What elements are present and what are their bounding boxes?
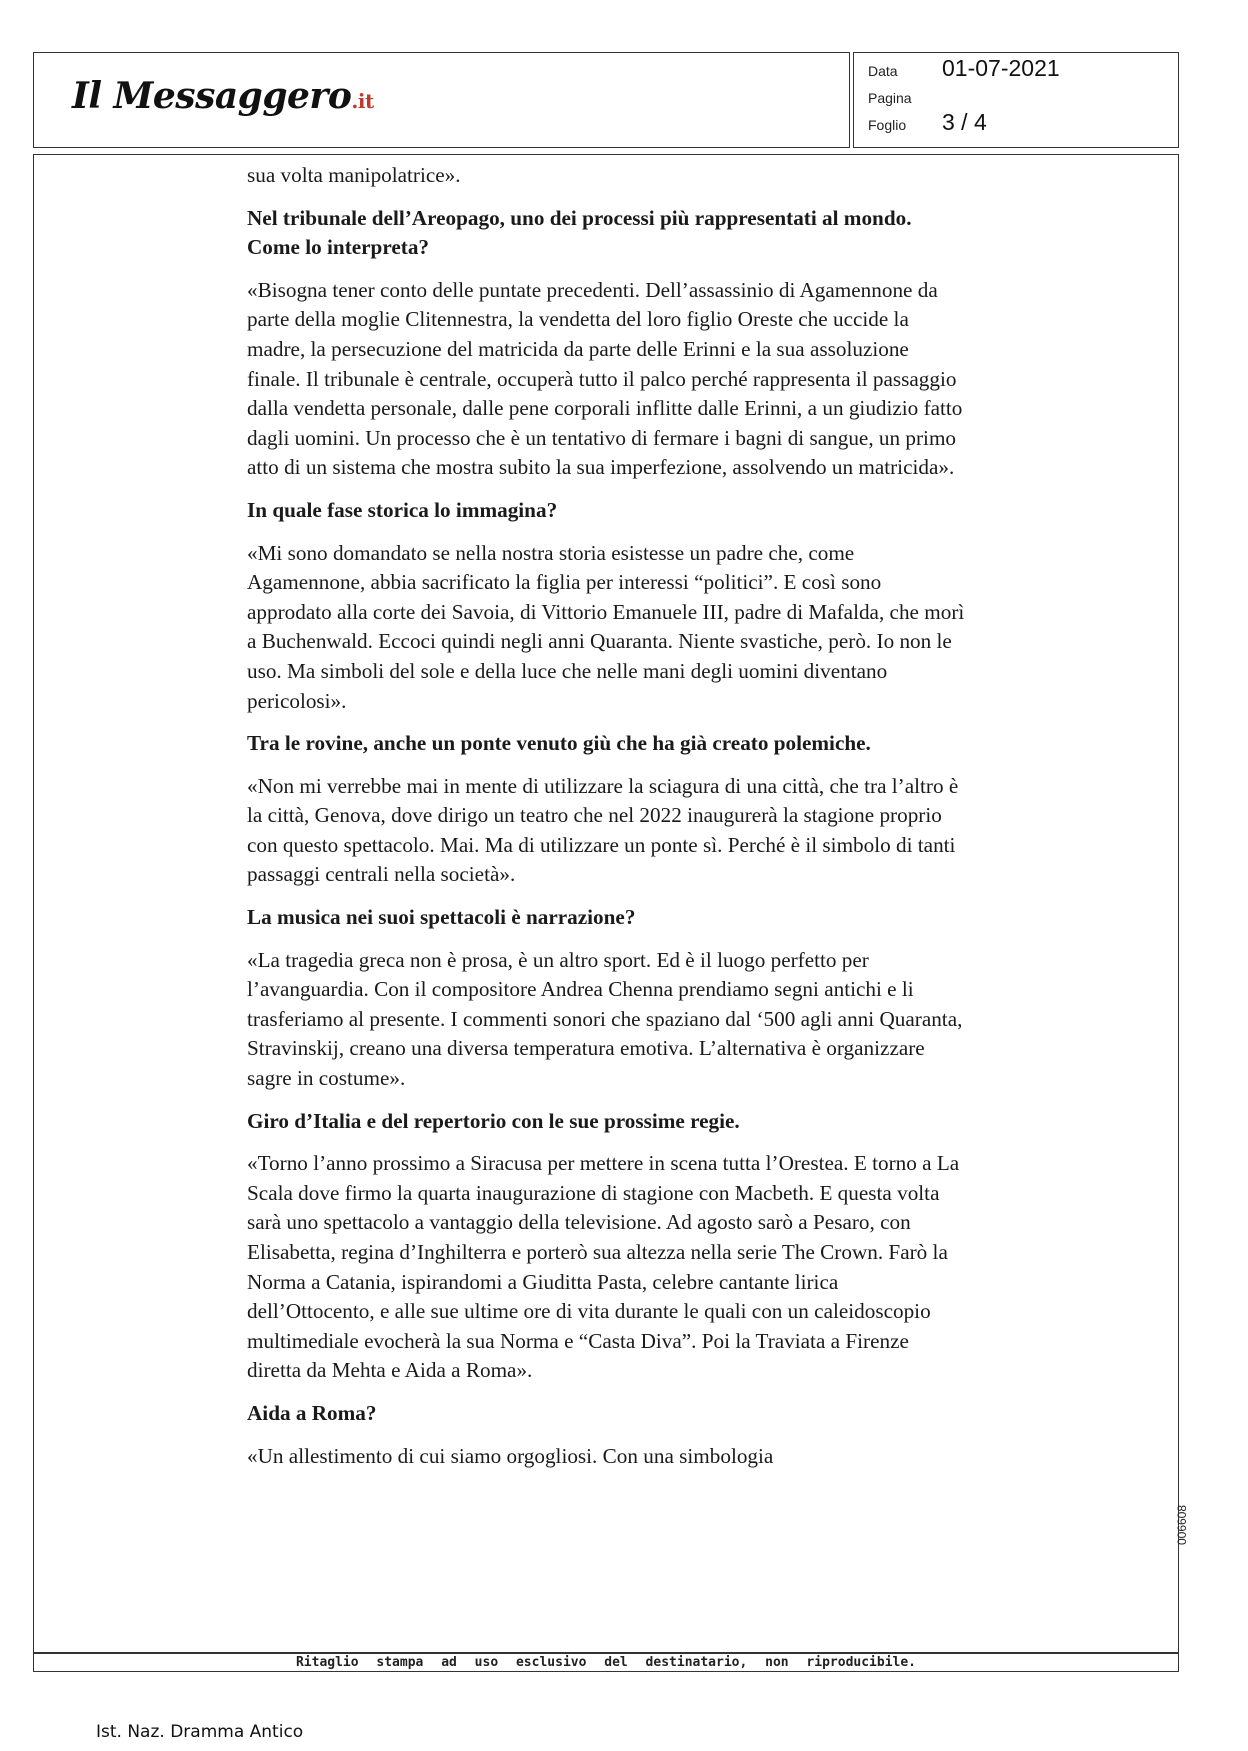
- interview-question: Nel tribunale dell’Areopago, uno dei processi più rappresentati al mondo. Come lo interpreta?: [247, 205, 912, 260]
- foglio-value: 3 / 4: [942, 109, 987, 135]
- source-label: Ist. Naz. Dramma Antico: [96, 1722, 304, 1742]
- metadata-box: [853, 52, 1179, 148]
- interview-answer: «Non mi verrebbe mai in mente di utilizzare la sciagura di una città, che tra l’altro è la città, Genova, dove dirigo un teatro che nel 2022 inaugurerà la stagione proprio con questo spettacolo. Mai. Ma di utilizzare un ponte sì. Perché è il simbolo di tanti passaggi centrali nella società».: [247, 773, 959, 887]
- interview-question: Aida a Roma?: [247, 1400, 377, 1425]
- interview-question: Tra le rovine, anche un ponte venuto giù che ha già creato polemiche.: [247, 731, 871, 756]
- data-value: 01-07-2021: [942, 55, 1060, 81]
- pagina-label: Pagina: [868, 90, 912, 106]
- interview-question: In quale fase storica lo immagina?: [247, 497, 558, 522]
- interview-answer: «Torno l’anno prossimo a Siracusa per mettere in scena tutta l’Orestea. E torno a La Scala dove firmo la quarta inaugurazione di stagione con Macbeth. E questa volta sarà uno spettacolo a vantaggio della televisione. Ad agosto sarò a Pesaro, con Elisabetta, regina d’Inghilterra e porterò sua altezza nella serie The Crown. Farò la Norma a Catania, ispirandomi a Giuditta Pasta, celebre cantante lirica dell’Ottocento, e alle sue ultime ore di vita durante le quali con un caleidoscopio multimediale evocherà la sua Norma e “Casta Diva”. Poi la Traviata a Firenze diretta da Mehta e Aida a Roma».: [247, 1151, 960, 1383]
- logo-name: Il Messaggero: [72, 75, 352, 117]
- logo-tld: .it: [351, 89, 374, 113]
- foglio-label: Foglio: [868, 117, 907, 133]
- interview-answer: sua volta manipolatrice».: [247, 163, 461, 187]
- interview-answer: «Bisogna tener conto delle puntate precedenti. Dell’assassinio di Agamennone da parte della moglie Clitennestra, la vendetta del loro figlio Oreste che uccide la madre, la persecuzione del matricida da parte delle Erinni e la sua assoluzione finale. Il tribunale è centrale, occuperà tutto il palco perché rappresenta il passaggio dalla vendetta personale, dalle pene corporali inflitte dalle Erinni, a un giudizio fatto dagli uomini. Un processo che è un tentativo di fermare i bagni di sangue, un primo atto di un sistema che mostra subito la sua imperfezione, assolvendo un matricida».: [247, 277, 963, 480]
- interview-question: Giro d’Italia e del repertorio con le sue prossime regie.: [247, 1108, 740, 1133]
- interview-question: La musica nei suoi spettacoli è narrazione?: [247, 905, 636, 930]
- side-code: [1175, 1498, 1200, 1558]
- newspaper-logo: [72, 75, 374, 117]
- interview-answer: «Mi sono domandato se nella nostra storia esistesse un padre che, come Agamennone, abbia sacrificato la figlia per interessi “politici”. E così sono approdato alla corte dei Savoia, di Vittorio Emanuele III, padre di Mafalda, che morì a Buchenwald. Eccoci quindi negli anni Quaranta. Niente svastiche, però. Io non le uso. Ma simboli del sole e della luce che nelle mani degli uomini diventano pericolosi».: [247, 540, 965, 713]
- data-label: Data: [868, 63, 898, 79]
- interview-answer: «La tragedia greca non è prosa, è un altro sport. Ed è il luogo perfetto per l’avanguardia. Con il compositore Andrea Chenna prendiamo segni antichi e li trasferiamo al presente. I commenti sonori che spaziano dal ‘500 agli anni Quaranta, Stravinskij, creano una diversa temperatura emotiva. L’alternativa è organizzare sagre in costume».: [247, 947, 963, 1091]
- masthead-box: [33, 52, 850, 148]
- article-body: [247, 161, 967, 1484]
- side-code-text: 006608: [1175, 1504, 1190, 1546]
- interview-answer: «Un allestimento di cui siamo orgogliosi. Con una simbologia: [247, 1443, 774, 1468]
- reproduction-notice: Ritaglio stampa ad uso esclusivo del destinatario, non riproducibile.: [33, 1653, 1179, 1672]
